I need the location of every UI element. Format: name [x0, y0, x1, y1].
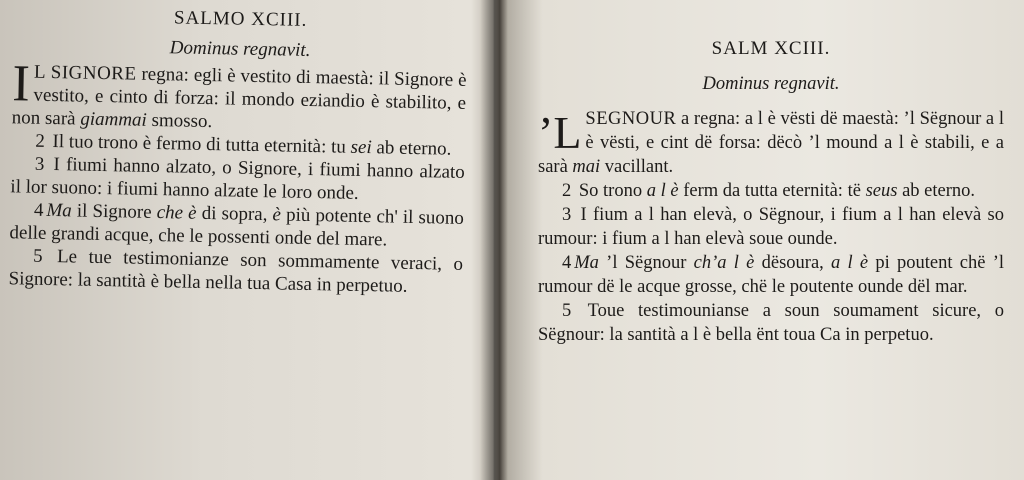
verse-3: 3 I fiumi hanno alzato, o Signore, i fiumi hanno alzato il lor suono: i fiumi hanno alzate le loro onde.: [10, 153, 465, 204]
verse-number: 5: [562, 301, 572, 321]
verse-2: 2 Il tuo trono è fermo di tutta eternità: tu sei ab eterno.: [35, 130, 452, 160]
verse-4: 4 Ma ’l Sëgnour ch’a l è dësoura, a l è pi poutent chë ’l rumour dë le acque grosse, chë le poutente ounde dël mar.: [538, 253, 1004, 297]
verse-number: 5: [32, 245, 43, 267]
left-page-italian: [0, 0, 492, 480]
psalm-subtitle: Dominus regnavit.: [702, 74, 840, 94]
verse-4: 4 Ma il Signore che è di sopra, è più potente ch' il suono delle grandi acque, che le possenti onde del mare.: [9, 199, 465, 251]
verse-number: 4: [562, 253, 572, 273]
verse-2: 2 So trono a l è ferm da tutta eternità: të seus ab eterno.: [562, 181, 975, 201]
drop-cap: ’L: [538, 107, 582, 158]
right-page-piedmontese: [500, 0, 1024, 480]
verse-number: 3: [562, 205, 572, 225]
verse-5: 5 Toue testimounianse a soun soumament sicure, o Sëgnour: la santità a l è bella ënt toua Ca in perpetuo.: [538, 301, 1004, 345]
verse-lead: L SIGNORE: [33, 61, 137, 85]
verse-number: 2: [562, 181, 572, 201]
verse-1: ’L SEGNOUR a regna: a l è vësti dë maestà: ’l Sëgnour a l è vësti, e cint dë forsa: dëcò ’l mound a l è stabili, e a sarà mai vacillant.: [538, 107, 1004, 177]
verse-number: 2: [35, 130, 45, 152]
verse-3: 3 I fium a l han elevà, o Sëgnour, i fium a l han elevà so rumour: i fium a l han elevà soue ounde.: [538, 205, 1004, 249]
drop-cap: I: [11, 55, 31, 113]
verse-1: I L SIGNORE regna: egli è vestito di maestà: il Signore è vestito, e cinto di forza: il mondo eziandio è stabilito, e non sarà giammai smosso.: [11, 55, 467, 133]
verse-number: 3: [34, 153, 45, 175]
psalm-title: SALMO XCIII.: [173, 7, 308, 31]
psalm-title: SALM XCIII.: [711, 38, 831, 59]
verse-5: 5 Le tue testimonianze son sommamente veraci, o Signore: la santità è bella nella tua Casa in perpetuo.: [8, 245, 464, 297]
psalm-subtitle: Dominus regnavit.: [169, 37, 311, 61]
verse-number: 4: [33, 199, 44, 221]
verse-lead: SEGNOUR: [585, 109, 677, 129]
